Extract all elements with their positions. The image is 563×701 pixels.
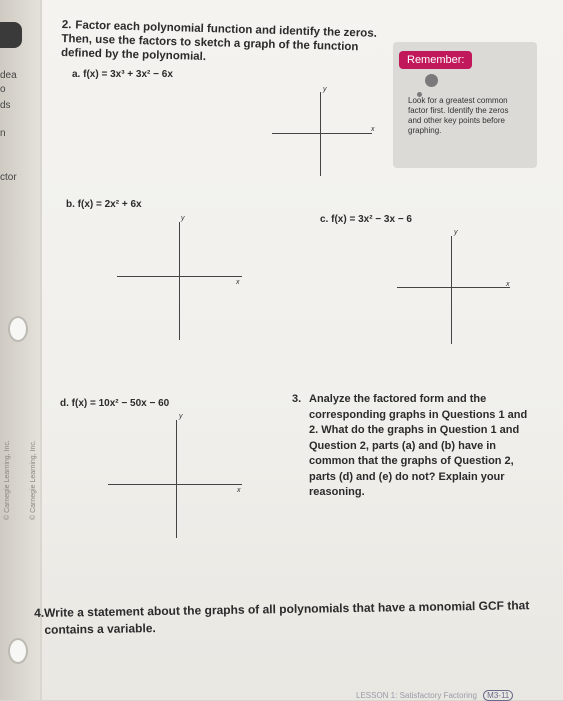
binder-ring — [8, 316, 28, 342]
x-axis-label: x — [506, 281, 510, 288]
question-text: Write a statement about the graphs of all polynomials that have a monomial GCF that contains a variable. — [44, 598, 530, 637]
y-axis-label: y — [179, 413, 183, 420]
previous-page-edge — [0, 0, 40, 700]
y-axis-label: y — [454, 229, 458, 236]
bullet-icon — [425, 74, 438, 87]
x-axis — [272, 133, 372, 134]
lesson-title: LESSON 1: Satisfactory Factoring — [356, 691, 477, 700]
x-axis — [108, 484, 242, 485]
copyright-notice: © Carnegie Learning, Inc. — [30, 440, 37, 520]
question-text: Analyze the factored form and the corresponding graphs in Questions 1 and 2. What do the graphs in Question 1 and Question 2, parts (a) and (b) have in common that the graphs of Question 2, parts (d) and (e) do not? Explain your reasoning. — [309, 393, 528, 498]
x-axis — [117, 276, 242, 277]
binder-tab — [0, 22, 22, 48]
page-footer — [356, 690, 513, 701]
x-axis-label: x — [371, 126, 375, 133]
page-number: M3-11 — [483, 690, 513, 701]
question-number: 2. — [61, 18, 72, 32]
y-axis-label: y — [323, 86, 327, 93]
question-3 — [292, 392, 532, 501]
y-axis — [176, 420, 177, 538]
part-c-label: c. f(x) = 3x² − 3x − 6 — [320, 214, 412, 225]
copyright-notice: © Carnegie Learning, Inc. — [4, 440, 11, 520]
question-number: 4. — [34, 605, 45, 620]
part-d-label: d. f(x) = 10x² − 50x − 60 — [60, 398, 170, 409]
y-axis — [451, 236, 452, 344]
x-axis-label: x — [236, 279, 240, 286]
part-a-label: a. f(x) = 3x³ + 3x² − 6x — [72, 69, 173, 80]
binder-ring — [8, 638, 28, 664]
x-axis-label: x — [237, 487, 241, 494]
question-number: 3. — [292, 393, 302, 405]
margin-fragment: ds — [0, 100, 11, 111]
margin-fragment: dea — [0, 70, 17, 81]
remember-box — [393, 42, 537, 168]
y-axis — [179, 222, 180, 340]
remember-heading: Remember: — [399, 51, 472, 69]
y-axis-label: y — [181, 215, 185, 222]
y-axis — [320, 92, 321, 176]
margin-fragment: n — [0, 128, 6, 139]
x-axis — [397, 287, 510, 288]
margin-fragment: ctor — [0, 172, 17, 183]
part-b-label: b. f(x) = 2x² + 6x — [66, 199, 142, 210]
margin-fragment: o — [0, 84, 6, 95]
remember-text: Look for a greatest common factor first. Identify the zeros and other key points before graphing. — [408, 96, 509, 135]
question-text: Factor each polynomial function and identify the zeros. Then, use the factors to sketch a graph of the function defined by the polynomial. — [60, 19, 378, 64]
